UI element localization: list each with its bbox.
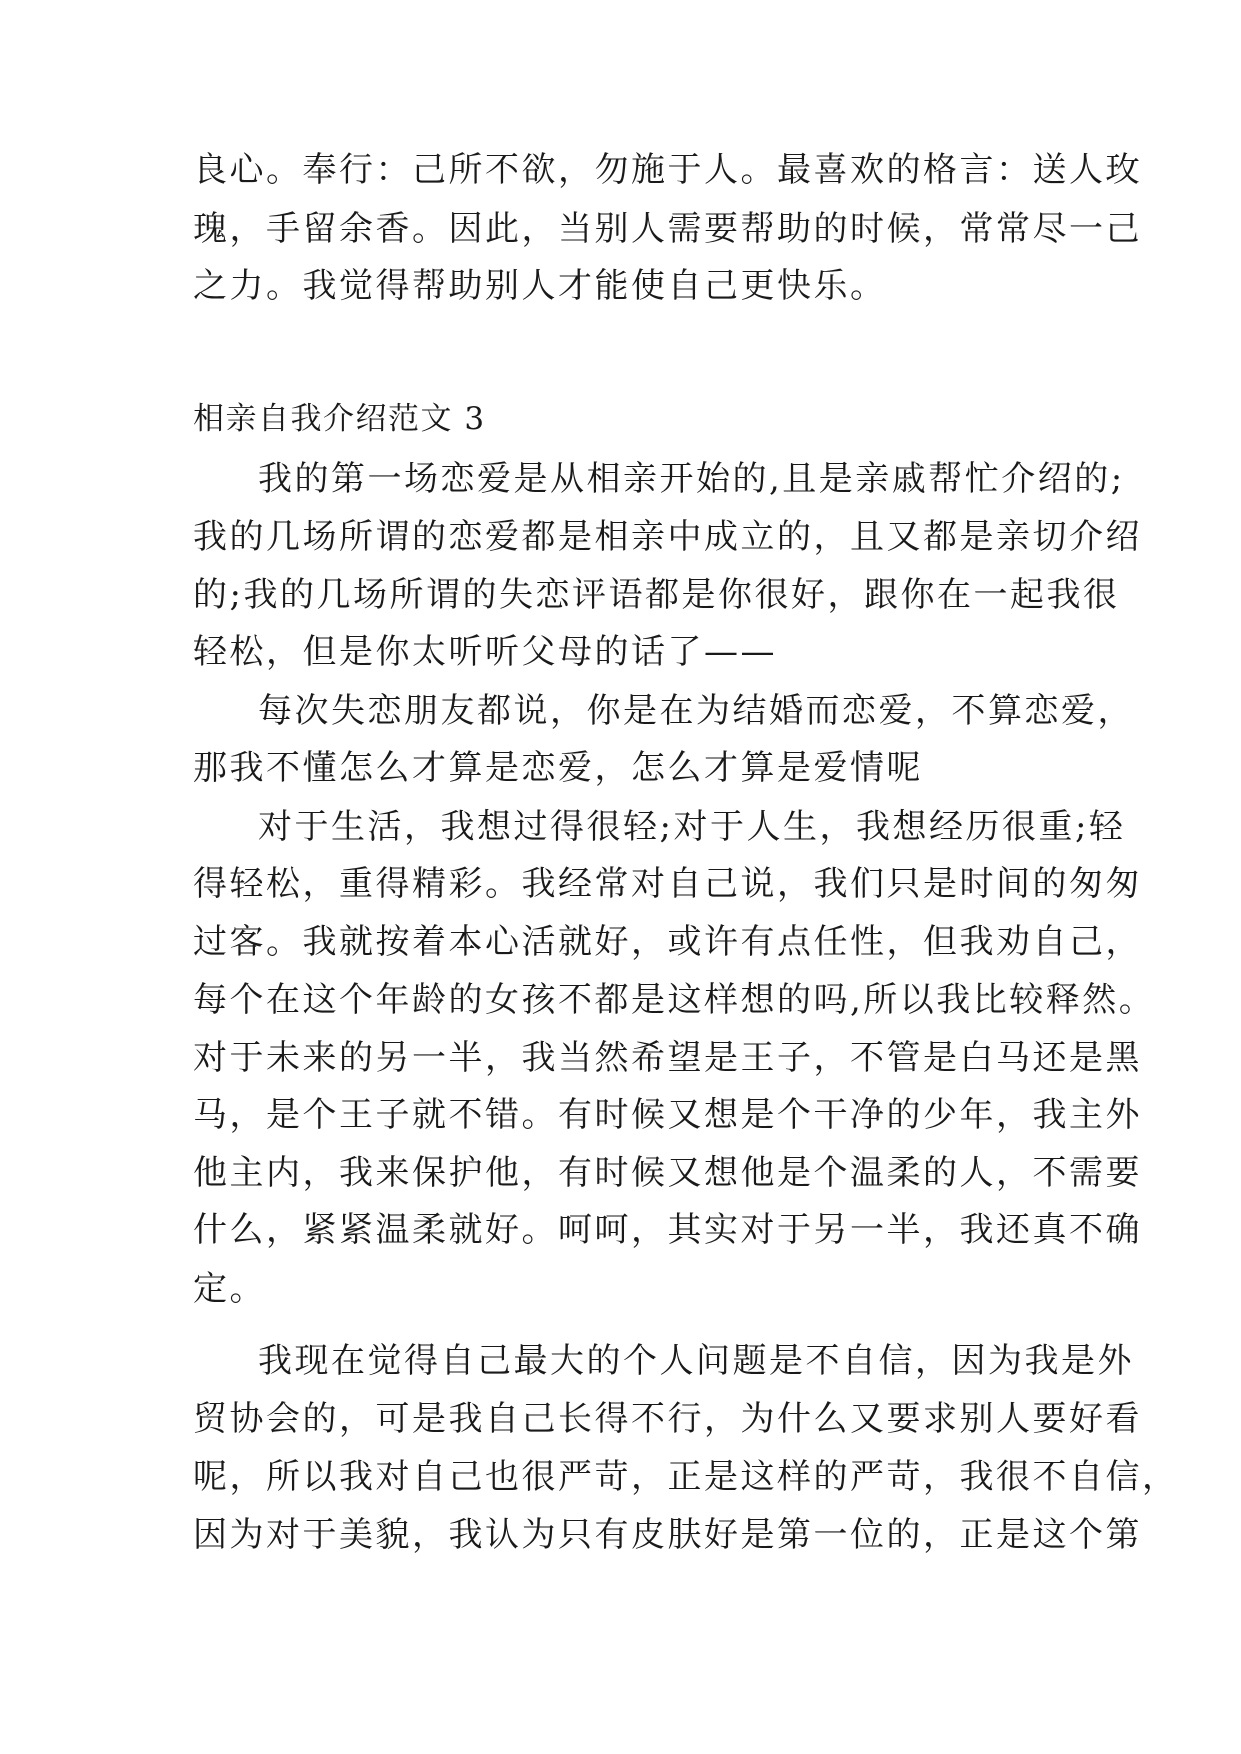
text-line: 得轻松，重得精彩。我经常对自己说，我们只是时间的匆匆 — [193, 864, 1142, 904]
text-line: 那我不懂怎么才算是恋爱，怎么才算是爱情呢 — [193, 748, 923, 788]
text-line: 良心。奉行：己所不欲，勿施于人。最喜欢的格言：送人玫 — [193, 150, 1142, 190]
text-line: 对于未来的另一半，我当然希望是王子，不管是白马还是黑 — [193, 1038, 1142, 1078]
text-line: 的;我的几场所谓的失恋评语都是你很好，跟你在一起我很 — [193, 575, 1120, 615]
text-line: 什么，紧紧温柔就好。呵呵，其实对于另一半，我还真不确 — [193, 1210, 1142, 1250]
text-line: 定。 — [193, 1269, 266, 1309]
text-line: 我现在觉得自己最大的个人问题是不自信，因为我是外 — [258, 1341, 1134, 1381]
section-title: 相亲自我介绍范文 3 — [193, 401, 486, 437]
text-line: 他主内，我来保护他，有时候又想他是个温柔的人，不需要 — [193, 1153, 1142, 1193]
text-line: 每次失恋朋友都说，你是在为结婚而恋爱，不算恋爱， — [258, 691, 1134, 731]
text-line: 我的第一场恋爱是从相亲开始的,且是亲戚帮忙介绍的; — [258, 459, 1125, 499]
text-line: 我的几场所谓的恋爱都是相亲中成立的，且又都是亲切介绍 — [193, 517, 1142, 557]
text-line: 轻松，但是你太听听父母的话了—— — [193, 632, 777, 672]
text-line: 过客。我就按着本心活就好，或许有点任性，但我劝自己， — [193, 922, 1142, 962]
text-line: 瑰，手留余香。因此，当别人需要帮助的时候，常常尽一己 — [193, 209, 1142, 249]
text-line: 每个在这个年龄的女孩不都是这样想的吗,所以我比较释然。 — [193, 980, 1156, 1020]
text-line: 之力。我觉得帮助别人才能使自己更快乐。 — [193, 266, 887, 306]
text-line: 马，是个王子就不错。有时候又想是个干净的少年，我主外 — [193, 1095, 1142, 1135]
text-line: 因为对于美貌，我认为只有皮肤好是第一位的，正是这个第 — [193, 1515, 1142, 1555]
text-line: 贸协会的，可是我自己长得不行，为什么又要求别人要好看 — [193, 1399, 1142, 1439]
text-line: 对于生活，我想过得很轻;对于人生，我想经历很重;轻 — [258, 807, 1126, 847]
text-line: 呢，所以我对自己也很严苛，正是这样的严苛，我很不自信， — [193, 1457, 1179, 1497]
